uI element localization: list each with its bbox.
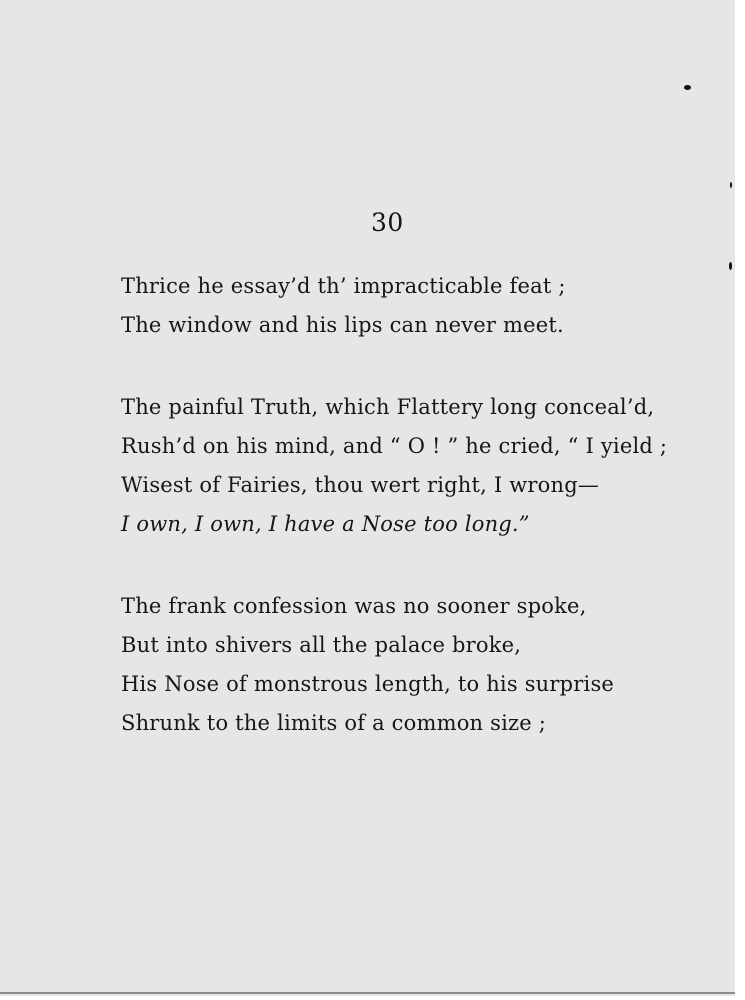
poem-line: The window and his lips can never meet. (121, 313, 564, 337)
page-number: 30 (371, 208, 404, 237)
poem-line-italic: I own, I own, I have a Nose too long.” (121, 512, 530, 536)
poem-line: His Nose of monstrous length, to his surprise (121, 672, 615, 696)
poem-line: The painful Truth, which Flattery long conceal’d, (121, 395, 655, 419)
ink-speck (730, 182, 732, 188)
stanza-1 (121, 267, 701, 345)
stanza-3 (121, 587, 701, 743)
poem-line: But into shivers all the palace broke, (121, 633, 522, 657)
poem-line: Rush’d on his mind, and “ O ! ” he cried, “ I yield ; (121, 434, 668, 458)
poem (121, 267, 701, 743)
ink-speck (729, 262, 732, 270)
poem-line: Shrunk to the limits of a common size ; (121, 711, 547, 735)
poem-line: Thrice he essay’d th’ impracticable feat ; (121, 274, 566, 298)
page-bottom-edge (0, 992, 735, 994)
poem-line: Wisest of Fairies, thou wert right, I wrong— (121, 473, 600, 497)
poem-line: The frank confession was no sooner spoke, (121, 594, 587, 618)
stanza-2 (121, 388, 701, 544)
ink-speck (684, 85, 691, 90)
